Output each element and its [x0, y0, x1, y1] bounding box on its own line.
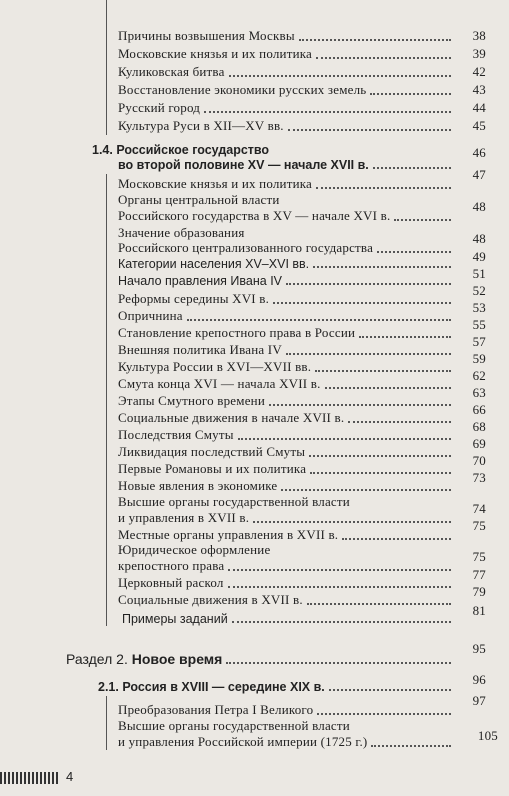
chapter-title: Россия в XVIII — середине XIX в.: [122, 680, 325, 694]
chapter-title: Российское государство: [116, 143, 270, 157]
chapter-heading-line2[interactable]: [118, 158, 455, 172]
toc-entry-title: Становление крепостного права в России: [118, 325, 356, 340]
toc-entry-page: 63: [472, 385, 486, 400]
toc-entry[interactable]: [118, 325, 455, 341]
toc-entry-page: 81: [472, 603, 486, 618]
toc-entry[interactable]: [118, 176, 455, 192]
section-title: Новое время: [131, 651, 223, 667]
toc-entry-title-line1: Юридическое оформление: [118, 542, 271, 557]
toc-entry-page: 49: [472, 249, 486, 264]
toc-entry-title: Внешняя политика Ивана IV: [118, 342, 282, 357]
toc-entry[interactable]: [118, 118, 455, 134]
toc-entry-title: Начало правления Ивана IV: [118, 274, 283, 288]
toc-entry-page: 69: [472, 436, 486, 451]
page-number: 4: [66, 769, 74, 784]
chapter-page: 46: [472, 145, 486, 160]
section-prefix: Раздел 2.: [66, 651, 128, 667]
toc-entry-page: 48: [472, 199, 486, 214]
toc-entry[interactable]: [118, 510, 455, 526]
toc-entry-examples[interactable]: [122, 612, 455, 626]
toc-entry-page: 52: [472, 283, 486, 298]
toc-entry-title: Категории населения XV–XVI вв.: [118, 257, 310, 271]
toc-entry-title-line1: Высшие органы государственной власти: [118, 718, 350, 733]
toc-entry-title: Культура Руси в XII—XV вв.: [118, 118, 284, 133]
toc-entry[interactable]: [118, 291, 455, 307]
toc-entry-title: Последствия Смуты: [118, 427, 234, 442]
toc-entry-page: 70: [472, 453, 486, 468]
chapter-page: 96: [472, 672, 486, 687]
toc-entry-title-line1: Значение образования: [118, 225, 245, 240]
footer-barcode-strip: [0, 772, 60, 784]
toc-entry[interactable]: [118, 342, 455, 358]
toc-entry[interactable]: [118, 592, 455, 608]
margin-line-top: [106, 0, 107, 135]
section-heading[interactable]: [66, 651, 455, 667]
toc-entry-title: Примеры заданий: [122, 612, 228, 626]
toc-entry[interactable]: [118, 478, 455, 494]
toc-entry-page: 75: [472, 518, 486, 533]
toc-entry-title: Причины возвышения Москвы: [118, 28, 295, 43]
toc-entry-page: 45: [472, 118, 486, 133]
toc-entry-page: 44: [472, 100, 486, 115]
toc-entry[interactable]: [118, 274, 455, 288]
toc-entry-page: 77: [472, 567, 486, 582]
toc-entry-title: Куликовская битва: [118, 64, 225, 79]
toc-entry-title: Смута конца XVI — начала XVII в.: [118, 376, 321, 391]
toc-entry[interactable]: [118, 558, 455, 574]
toc-entry-title: Местные органы управления в XVII в.: [118, 527, 339, 542]
toc-entry[interactable]: [118, 734, 455, 750]
toc-entry-page: 57: [472, 334, 486, 349]
toc-entry-page: 105: [477, 728, 498, 743]
toc-entry-page: 75: [472, 549, 486, 564]
toc-entry[interactable]: [118, 444, 455, 460]
toc-entry-page: 73: [472, 470, 486, 485]
toc-entry[interactable]: [118, 575, 455, 591]
toc-entry-title: Преобразования Петра I Великого: [118, 702, 314, 717]
toc-entry[interactable]: [118, 410, 455, 426]
toc-entry-title: Русский город: [118, 100, 201, 115]
toc-entry-title: Социальные движения в XVII в.: [118, 592, 303, 607]
toc-entry-page: 68: [472, 419, 486, 434]
toc-entry-title: Восстановление экономики русских земель: [118, 82, 367, 97]
toc-entry-title: и управления в XVII в.: [118, 510, 250, 525]
toc-entry[interactable]: [118, 461, 455, 477]
toc-entry-page: 74: [472, 501, 486, 516]
toc-entry-title: крепостного права: [118, 558, 225, 573]
toc-entry[interactable]: [118, 308, 455, 324]
toc-entry[interactable]: [118, 376, 455, 392]
toc-entry[interactable]: [118, 702, 455, 718]
toc-entry-page: 66: [472, 402, 486, 417]
toc-entry-title: Социальные движения в начале XVII в.: [118, 410, 345, 425]
chapter-heading[interactable]: [98, 680, 455, 694]
toc-entry-page: 55: [472, 317, 486, 332]
toc-entry-title: Ликвидация последствий Смуты: [118, 444, 306, 459]
toc-entry-page: 42: [472, 64, 486, 79]
toc-entry-page: 53: [472, 300, 486, 315]
toc-entry[interactable]: [118, 427, 455, 443]
toc-entry-title: Культура России в XVI—XVII вв.: [118, 359, 312, 374]
toc-entry[interactable]: [118, 100, 455, 116]
toc-entry-title: Первые Романовы и их политика: [118, 461, 307, 476]
toc-entry-page: 47: [472, 167, 486, 182]
toc-entry-page: 97: [472, 693, 486, 708]
toc-entry-title: Московские князья и их политика: [118, 176, 313, 191]
toc-entry[interactable]: [118, 257, 455, 271]
chapter-number: 2.1.: [98, 680, 119, 694]
toc-entry[interactable]: [118, 28, 455, 44]
margin-line-chapter-21: [106, 696, 107, 750]
toc-entry-title-line1: Органы центральной власти: [118, 192, 280, 207]
toc-entry-title: Российского государства в XV — начале XVI в.: [118, 208, 391, 223]
toc-entry-page: 62: [472, 368, 486, 383]
toc-entry-page: 39: [472, 46, 486, 61]
toc-entry-page: 79: [472, 584, 486, 599]
toc-entry-page: 38: [472, 28, 486, 43]
toc-entry-page: 48: [472, 231, 486, 246]
toc-entry-page: 43: [472, 82, 486, 97]
toc-entry-title: и управления Российской империи (1725 г.): [118, 734, 368, 749]
section-page: 95: [472, 641, 486, 656]
toc-entry[interactable]: [118, 64, 455, 80]
toc-entry[interactable]: [118, 393, 455, 409]
margin-line-chapter-14: [106, 174, 107, 626]
toc-entry[interactable]: [118, 527, 455, 543]
chapter-title-line2: во второй половине XV — начале XVII в.: [118, 158, 369, 172]
chapter-heading[interactable]: [92, 143, 269, 157]
toc-entry-title: Опричнина: [118, 308, 183, 323]
toc-entry-title: Реформы середины XVI в.: [118, 291, 270, 306]
toc-entry[interactable]: [118, 240, 455, 256]
toc-entry[interactable]: [118, 46, 455, 62]
toc-entry-title: Российского централизованного государства: [118, 240, 374, 255]
toc-entry[interactable]: [118, 82, 455, 98]
toc-entry-title: Церковный раскол: [118, 575, 224, 590]
toc-entry-page: 59: [472, 351, 486, 366]
chapter-number: 1.4.: [92, 143, 113, 157]
toc-entry-title: Новые явления в экономике: [118, 478, 278, 493]
toc-entry[interactable]: [118, 208, 455, 224]
toc-entry[interactable]: [118, 359, 455, 375]
toc-entry-title-line1: Высшие органы государственной власти: [118, 494, 350, 509]
toc-entry-page: 51: [472, 266, 486, 281]
toc-entry-title: Московские князья и их политика: [118, 46, 313, 61]
toc-entry-title: Этапы Смутного времени: [118, 393, 265, 408]
